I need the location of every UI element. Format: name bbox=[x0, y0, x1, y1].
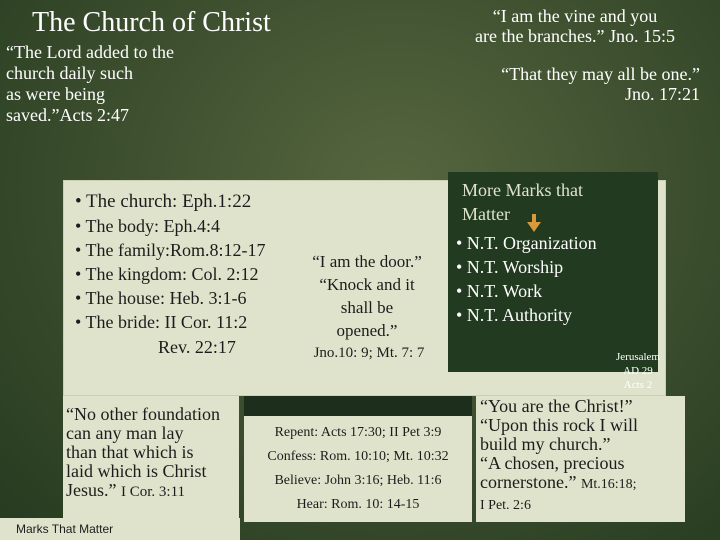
foundation-quote-text: “No other foundation can any man lay than that which is laid which is Christ Jesus.” bbox=[66, 404, 220, 500]
marks-list-item: • N.T. Worship bbox=[456, 257, 564, 277]
steps-header-bar bbox=[244, 396, 472, 416]
rock-reference-matthew: Mt.16:18; bbox=[580, 477, 637, 492]
rock-quote-text: “You are the Christ!” “Upon this rock I will build my church.” “A chosen, precious cornerstone.” bbox=[480, 396, 638, 492]
step-item: Confess: Rom. 10:10; Mt. 10:32 bbox=[267, 449, 449, 464]
more-marks-list bbox=[456, 231, 597, 327]
marks-list-item: • N.T. Authority bbox=[456, 305, 572, 325]
rock-reference-peter: I Pet. 2:6 bbox=[480, 498, 531, 513]
foundation-quote bbox=[66, 405, 220, 502]
rock-quote bbox=[480, 397, 638, 515]
step-item: Hear: Rom. 10: 14-15 bbox=[296, 497, 420, 512]
marks-list-item: • N.T. Organization bbox=[456, 233, 597, 253]
arrow-down-icon bbox=[527, 214, 541, 232]
slide-title: The Church of Christ bbox=[32, 7, 271, 38]
door-reference: Jno.10: 9; Mt. 7: 7 bbox=[313, 345, 425, 361]
church-list-item: • The house: Heb. 3:1-6 bbox=[75, 288, 247, 308]
marks-list-item: • N.T. Work bbox=[456, 281, 543, 301]
step-item: Repent: Acts 17:30; II Pet 3:9 bbox=[274, 425, 442, 440]
revelation-reference: Rev. 22:17 bbox=[158, 337, 236, 357]
footer-label: Marks That Matter bbox=[16, 522, 114, 536]
step-item: Believe: John 3:16; Heb. 11:6 bbox=[274, 473, 442, 488]
church-list-item: • The family:Rom.8:12-17 bbox=[75, 240, 266, 260]
door-quote: “I am the door.” “Knock and it shall be opened.” bbox=[312, 252, 422, 340]
foundation-reference: I Cor. 3:11 bbox=[121, 484, 186, 500]
church-list-item: • The bride: II Cor. 11:2 bbox=[75, 312, 248, 332]
acts-quote: “The Lord added to the church daily such as were being saved.”Acts 2:47 bbox=[6, 42, 174, 125]
more-marks-heading: More Marks that Matter bbox=[462, 180, 583, 224]
oneness-quote: “That they may all be one.” Jno. 17:21 bbox=[501, 64, 700, 104]
vine-quote: “I am the vine and you are the branches.” Jno. 15:5 bbox=[475, 6, 675, 46]
church-list-item: • The church: Eph.1:22 bbox=[75, 191, 252, 212]
church-list bbox=[75, 190, 265, 334]
church-list-item: • The kingdom: Col. 2:12 bbox=[75, 264, 259, 284]
jerusalem-label: Jerusalem AD 29 Acts 2 bbox=[616, 351, 660, 391]
church-list-item: • The body: Eph.4:4 bbox=[75, 216, 220, 236]
